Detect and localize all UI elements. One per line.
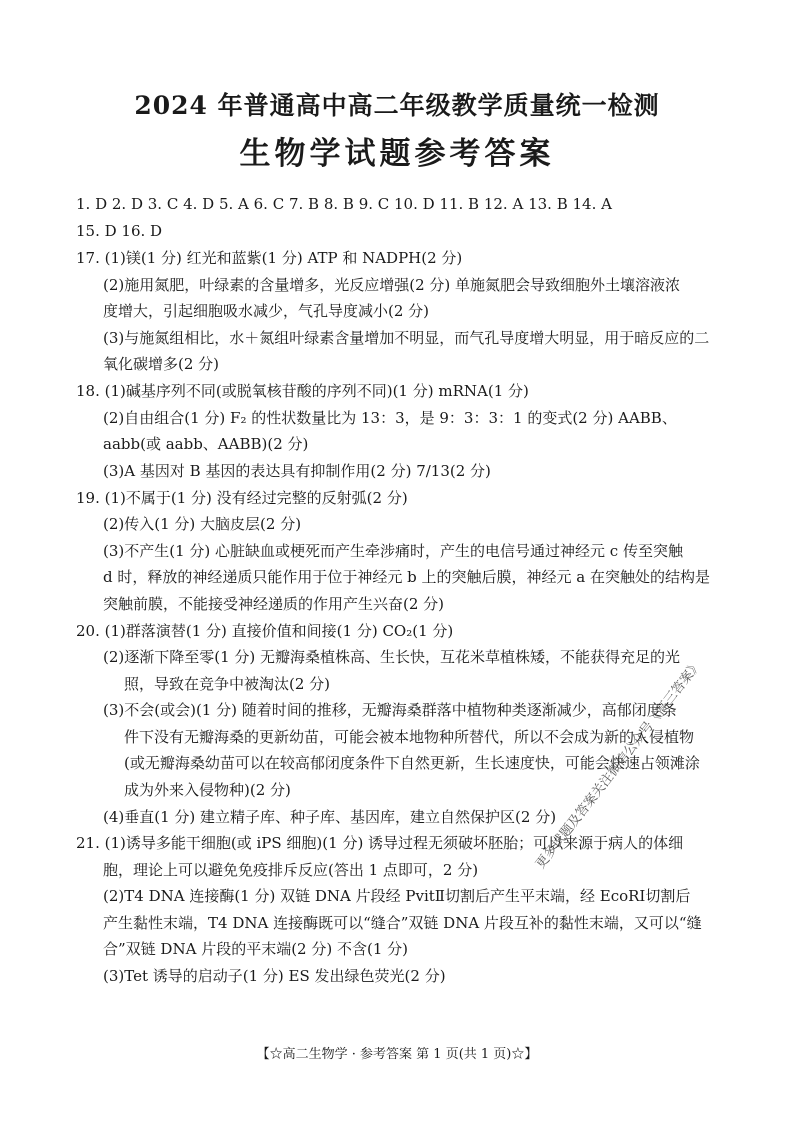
q21-line-3: (2)T4 DNA 连接酶(1 分) 双链 DNA 片段经 PvitⅡ切割后产生平末端，经 EcoRⅠ切割后 — [103, 887, 691, 905]
q18-line-4: (3)A 基因对 B 基因的表达具有抑制作用(2 分) 7/13(2 分) — [103, 462, 491, 480]
q17-line-5: 氧化碳增多(2 分) — [103, 355, 220, 373]
choice-answers-line-2: 15. D 16. D — [76, 222, 163, 240]
q17-line-1: 17. (1)镁(1 分) 红光和蓝紫(1 分) ATP 和 NADPH(2 分) — [76, 249, 463, 267]
page-footer: 【☆高二生物学 · 参考答案 第 1 页(共 1 页)☆】 — [256, 1047, 538, 1062]
q19-line-3: (3)不产生(1 分) 心脏缺血或梗死而产生牵涉痛时，产生的电信号通过神经元 c 传至突触 — [103, 542, 683, 560]
q20-line-6: (或无瓣海桑幼苗可以在较高郁闭度条件下自然更新，生长速度快，可能会快速占领滩涂 — [124, 754, 700, 772]
document-title: 2024 年普通高中高二年级教学质量统一检测 — [134, 91, 660, 120]
q20-line-8: (4)垂直(1 分) 建立精子库、种子库、基因库，建立自然保护区(2 分) — [103, 808, 557, 826]
q20-line-5: 件下没有无瓣海桑的更新幼苗，可能会被本地物种所替代，所以不会成为新的入侵植物 — [124, 728, 695, 746]
q17-line-4: (3)与施氮组相比，水＋氮组叶绿素含量增加不明显，而气孔导度增大明显，用于暗反应的二 — [103, 329, 710, 347]
q21-line-4: 产生黏性末端，T4 DNA 连接酶既可以“缝合”双链 DNA 片段互补的黏性末端，又可以“缝 — [103, 914, 702, 932]
q19-line-1: 19. (1)不属于(1 分) 没有经过完整的反射弧(2 分) — [76, 489, 408, 507]
q20-line-1: 20. (1)群落演替(1 分) 直接价值和间接(1 分) CO₂(1 分) — [76, 622, 454, 640]
q17-line-3: 度增大，引起细胞吸水减少，气孔导度减小(2 分) — [103, 302, 430, 320]
q21-line-2: 胞，理论上可以避免免疫排斥反应(答出 1 点即可，2 分) — [103, 861, 479, 879]
q20-line-4: (3)不会(或会)(1 分) 随着时间的推移，无瓣海桑群落中植物种类逐渐减少，高郁闭度条 — [103, 701, 677, 719]
q21-line-5: 合”双链 DNA 片段的平末端(2 分) 不含(1 分) — [103, 940, 408, 958]
choice-answers-line-1: 1. D 2. D 3. C 4. D 5. A 6. C 7. B 8. B 9. C 10. D 11. B 12. A 13. B 14. A — [76, 195, 612, 213]
q21-line-6: (3)Tet 诱导的启动子(1 分) ES 发出绿色荧光(2 分) — [103, 967, 446, 985]
watermark-text: 更多试题及答案关注微信公众号《高三答案》 — [533, 657, 706, 872]
document-subtitle: 生物学试题参考答案 — [239, 136, 555, 172]
q17-line-2: (2)施用氮肥，叶绿素的含量增多，光反应增强(2 分) 单施氮肥会导致细胞外土壤溶液浓 — [103, 276, 681, 294]
q20-line-7: 成为外来入侵物种)(2 分) — [124, 781, 291, 799]
q20-line-2: (2)逐渐下降至零(1 分) 无瓣海桑植株高、生长快，互花米草植株矮，不能获得充足的光 — [103, 648, 681, 666]
q18-line-2: (2)自由组合(1 分) F₂ 的性状数量比为 13：3，是 9：3：3：1 的变式(2 分) AABB、 — [103, 409, 677, 427]
q19-line-2: (2)传入(1 分) 大脑皮层(2 分) — [103, 515, 302, 533]
q20-line-3: 照，导致在竞争中被淘汰(2 分) — [124, 675, 331, 693]
q18-line-1: 18. (1)碱基序列不同(或脱氧核苷酸的序列不同)(1 分) mRNA(1 分) — [76, 382, 529, 400]
q21-line-1: 21. (1)诱导多能干细胞(或 iPS 细胞)(1 分) 诱导过程无须破坏胚胎；可以来源于病人的体细 — [76, 834, 684, 852]
q19-line-5: 突触前膜，不能接受神经递质的作用产生兴奋(2 分) — [103, 595, 445, 613]
q19-line-4: d 时，释放的神经递质只能作用于位于神经元 b 上的突触后膜，神经元 a 在突触处的结构是 — [103, 568, 710, 586]
q18-line-3: aabb(或 aabb、AABB)(2 分) — [103, 435, 309, 453]
